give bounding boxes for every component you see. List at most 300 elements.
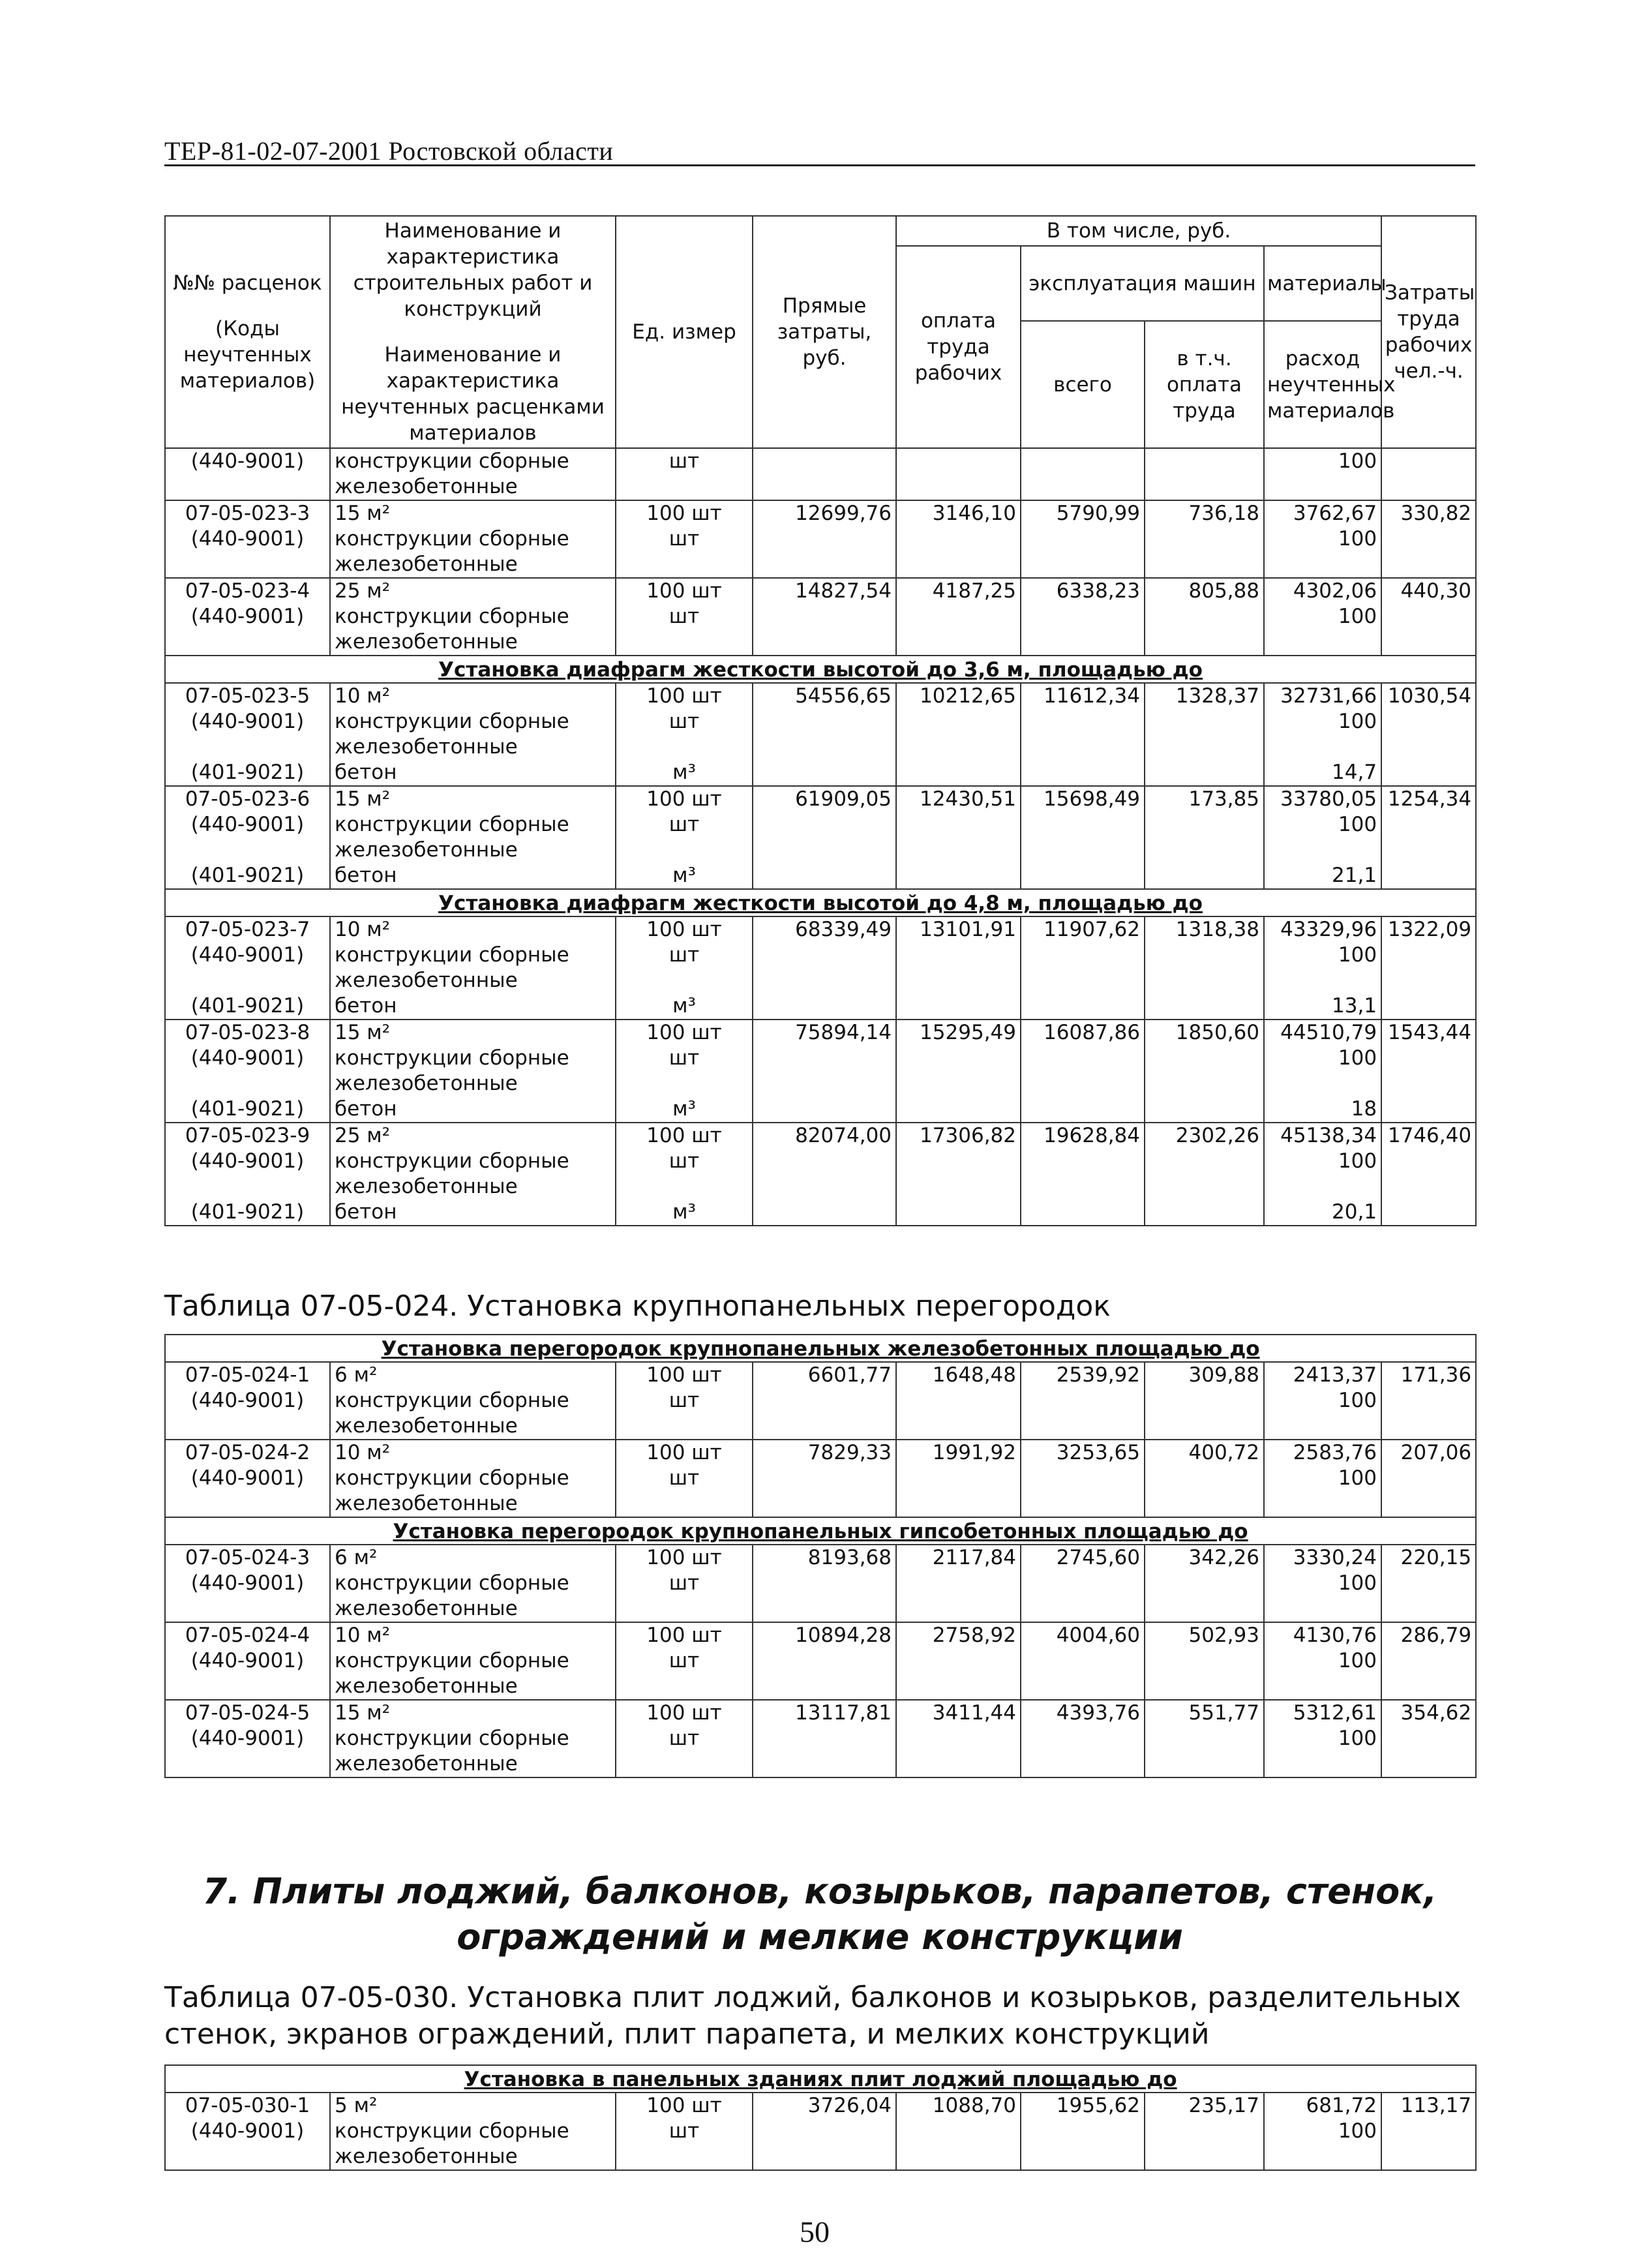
unit: м³ (616, 760, 753, 786)
rate-code: (440-9001) (165, 604, 330, 656)
rate-name: бетон (330, 863, 616, 889)
labor-cost: 113,17 (1381, 2093, 1476, 2119)
labor-cost: 1254,34 (1381, 786, 1476, 812)
machines-labor: 1328,37 (1145, 683, 1264, 709)
rate-code: 07-05-023-3 (165, 500, 330, 526)
machines-total (1021, 812, 1145, 863)
unit: шт (616, 812, 753, 863)
direct-cost (753, 1388, 896, 1440)
machines-labor (1145, 812, 1264, 863)
labor-pay (896, 943, 1021, 993)
header-code-sub: (Коды неучтенных материалов) (179, 317, 316, 393)
machines-total (1021, 2119, 1145, 2170)
labor-cost: 440,30 (1381, 578, 1476, 604)
unit: 100 шт (616, 1545, 753, 1571)
rate-name: 15 м² (330, 786, 616, 812)
unit: шт (616, 2119, 753, 2170)
rate-code: (440-9001) (165, 526, 330, 578)
labor-cost (1381, 1046, 1476, 1096)
labor-cost: 354,62 (1381, 1700, 1476, 1726)
rate-code: (440-9001) (165, 943, 330, 993)
material-row (165, 760, 1476, 786)
material-row (165, 812, 1476, 863)
materials: 45138,34 (1264, 1123, 1381, 1149)
machines-total (1021, 526, 1145, 578)
unit: 100 шт (616, 683, 753, 709)
unit: шт (616, 1046, 753, 1096)
rate-code: (440-9001) (165, 1046, 330, 1096)
labor-pay: 15295,49 (896, 1020, 1021, 1046)
header-name-label: Наименование и характеристика строительных работ и конструкций (353, 219, 593, 321)
unit: 100 шт (616, 1020, 753, 1046)
direct-cost: 68339,49 (753, 916, 896, 943)
unit: шт (616, 448, 753, 500)
machines-total (1021, 1388, 1145, 1440)
unit: шт (616, 1466, 753, 1517)
labor-cost (1381, 604, 1476, 656)
labor-pay (896, 812, 1021, 863)
labor-pay: 10212,65 (896, 683, 1021, 709)
machines-total (1021, 448, 1145, 500)
labor-pay: 3146,10 (896, 500, 1021, 526)
materials: 681,72 (1264, 2093, 1381, 2119)
machines-labor: 551,77 (1145, 1700, 1264, 1726)
machines-labor (1145, 1149, 1264, 1200)
materials: 100 (1264, 2119, 1381, 2170)
subheading: Установка диафрагм жесткости высотой до 3,6 м, площадью до (165, 656, 1476, 683)
direct-cost (753, 448, 896, 500)
unit: 100 шт (616, 578, 753, 604)
machines-labor: 342,26 (1145, 1545, 1264, 1571)
header-materials-sub: расход неучтенных материалов (1264, 321, 1381, 448)
direct-cost (753, 1648, 896, 1700)
machines-labor (1145, 604, 1264, 656)
direct-cost (753, 709, 896, 760)
header-code-label: №№ расценок (173, 271, 322, 295)
rate-name: бетон (330, 993, 616, 1020)
unit: 100 шт (616, 500, 753, 526)
materials: 5312,61 (1264, 1700, 1381, 1726)
machines-labor (1145, 526, 1264, 578)
labor-pay (896, 604, 1021, 656)
header-rule (164, 164, 1475, 166)
materials: 100 (1264, 943, 1381, 993)
labor-cost (1381, 1726, 1476, 1777)
material-row (165, 1149, 1476, 1200)
labor-cost (1381, 1200, 1476, 1226)
machines-labor (1145, 760, 1264, 786)
rate-code: (440-9001) (165, 812, 330, 863)
materials: 14,7 (1264, 760, 1381, 786)
rate-code: (440-9001) (165, 1466, 330, 1517)
machines-labor: 173,85 (1145, 786, 1264, 812)
unit: шт (616, 604, 753, 656)
labor-pay: 12430,51 (896, 786, 1021, 812)
rate-name: конструкции сборные железобетонные (330, 1388, 616, 1440)
rate-name: конструкции сборные железобетонные (330, 2119, 616, 2170)
rate-code: 07-05-023-9 (165, 1123, 330, 1149)
rate-name: 25 м² (330, 578, 616, 604)
material-row (165, 526, 1476, 578)
materials: 44510,79 (1264, 1020, 1381, 1046)
machines-total (1021, 993, 1145, 1020)
materials: 100 (1264, 1388, 1381, 1440)
materials: 33780,05 (1264, 786, 1381, 812)
rate-code: (401-9021) (165, 1200, 330, 1226)
labor-pay (896, 709, 1021, 760)
machines-total (1021, 863, 1145, 889)
rate-code: 07-05-023-7 (165, 916, 330, 943)
rate-row (165, 1622, 1476, 1648)
direct-cost (753, 1046, 896, 1096)
rate-code: 07-05-023-4 (165, 578, 330, 604)
machines-labor (1145, 943, 1264, 993)
rate-row (165, 916, 1476, 943)
table-030-title: Таблица 07-05-030. Установка плит лоджий, балконов и козырьков, разделительных стенок, экранов ограждений, плит парапета, и мелких конструкций (164, 1981, 1461, 2051)
material-row (165, 1648, 1476, 1700)
direct-cost (753, 993, 896, 1020)
header-materials: материалы (1264, 246, 1381, 321)
rate-name: конструкции сборные железобетонные (330, 1571, 616, 1622)
labor-pay (896, 1200, 1021, 1226)
rate-code: (440-9001) (165, 2119, 330, 2170)
rate-row (165, 1123, 1476, 1149)
labor-cost (1381, 1466, 1476, 1517)
header-unit: Ед. измер (616, 216, 753, 448)
machines-labor (1145, 1726, 1264, 1777)
subheading: Установка перегородок крупнопанельных гипсобетонных площадью до (165, 1517, 1476, 1545)
rate-row (165, 2093, 1476, 2119)
rate-name: 15 м² (330, 500, 616, 526)
machines-labor (1145, 863, 1264, 889)
rate-code: 07-05-024-5 (165, 1700, 330, 1726)
material-row (165, 709, 1476, 760)
rate-name: конструкции сборные железобетонные (330, 526, 616, 578)
labor-pay (896, 1648, 1021, 1700)
rate-name: бетон (330, 1096, 616, 1123)
labor-pay (896, 2119, 1021, 2170)
unit: 100 шт (616, 1440, 753, 1466)
labor-pay (896, 1149, 1021, 1200)
rate-row (165, 786, 1476, 812)
unit: 100 шт (616, 786, 753, 812)
labor-pay (896, 1046, 1021, 1096)
rate-name: 15 м² (330, 1700, 616, 1726)
rate-code: 07-05-024-4 (165, 1622, 330, 1648)
material-row (165, 1046, 1476, 1096)
rate-name: бетон (330, 760, 616, 786)
unit: шт (616, 943, 753, 993)
machines-labor: 309,88 (1145, 1362, 1264, 1388)
rate-name: конструкции сборные железобетонные (330, 448, 616, 500)
subheading-row (165, 1335, 1476, 1362)
machines-total (1021, 1726, 1145, 1777)
materials: 18 (1264, 1096, 1381, 1123)
direct-cost: 10894,28 (753, 1622, 896, 1648)
rate-name: конструкции сборные железобетонные (330, 1648, 616, 1700)
machines-total: 4393,76 (1021, 1700, 1145, 1726)
machines-total (1021, 1648, 1145, 1700)
rate-code: (440-9001) (165, 1726, 330, 1777)
labor-pay: 2758,92 (896, 1622, 1021, 1648)
unit: 100 шт (616, 2093, 753, 2119)
labor-cost (1381, 1388, 1476, 1440)
rate-name: конструкции сборные железобетонные (330, 812, 616, 863)
labor-pay (896, 863, 1021, 889)
machines-total (1021, 1466, 1145, 1517)
rate-code: (401-9021) (165, 863, 330, 889)
subheading-row (165, 656, 1476, 683)
rate-code: 07-05-024-3 (165, 1545, 330, 1571)
labor-cost: 1030,54 (1381, 683, 1476, 709)
rate-code: (440-9001) (165, 1571, 330, 1622)
labor-cost (1381, 993, 1476, 1020)
labor-cost (1381, 943, 1476, 993)
machines-total: 15698,49 (1021, 786, 1145, 812)
labor-cost: 286,79 (1381, 1622, 1476, 1648)
machines-total (1021, 604, 1145, 656)
machines-total: 19628,84 (1021, 1123, 1145, 1149)
labor-cost: 220,15 (1381, 1545, 1476, 1571)
machines-total: 3253,65 (1021, 1440, 1145, 1466)
rate-name: 6 м² (330, 1362, 616, 1388)
rate-code: (440-9001) (165, 1388, 330, 1440)
machines-labor (1145, 1571, 1264, 1622)
direct-cost (753, 1200, 896, 1226)
labor-pay (896, 993, 1021, 1020)
rate-code: (440-9001) (165, 709, 330, 760)
machines-total: 2745,60 (1021, 1545, 1145, 1571)
subheading-row (165, 1517, 1476, 1545)
labor-pay (896, 526, 1021, 578)
material-row (165, 1726, 1476, 1777)
labor-pay (896, 1388, 1021, 1440)
materials: 100 (1264, 526, 1381, 578)
rate-name: конструкции сборные железобетонные (330, 1046, 616, 1096)
direct-cost: 3726,04 (753, 2093, 896, 2119)
materials: 21,1 (1264, 863, 1381, 889)
direct-cost (753, 604, 896, 656)
subheading-row (165, 2065, 1476, 2093)
labor-cost (1381, 1648, 1476, 1700)
direct-cost: 12699,76 (753, 500, 896, 526)
unit: 100 шт (616, 1362, 753, 1388)
direct-cost: 75894,14 (753, 1020, 896, 1046)
materials: 2583,76 (1264, 1440, 1381, 1466)
machines-labor: 805,88 (1145, 578, 1264, 604)
machines-labor (1145, 1200, 1264, 1226)
rate-name: конструкции сборные железобетонные (330, 943, 616, 993)
rate-code: (440-9001) (165, 1149, 330, 1200)
rate-code: (401-9021) (165, 993, 330, 1020)
rate-code: 07-05-023-8 (165, 1020, 330, 1046)
machines-labor: 502,93 (1145, 1622, 1264, 1648)
rates-table-023 (164, 215, 1477, 1226)
machines-labor (1145, 993, 1264, 1020)
rate-name: 10 м² (330, 1440, 616, 1466)
machines-total (1021, 1200, 1145, 1226)
unit: шт (616, 526, 753, 578)
rate-name: 10 м² (330, 683, 616, 709)
machines-labor: 736,18 (1145, 500, 1264, 526)
machines-total: 16087,86 (1021, 1020, 1145, 1046)
rate-row (165, 1362, 1476, 1388)
materials: 2413,37 (1264, 1362, 1381, 1388)
machines-labor (1145, 1648, 1264, 1700)
labor-cost (1381, 2119, 1476, 2170)
materials: 100 (1264, 1149, 1381, 1200)
labor-pay: 13101,91 (896, 916, 1021, 943)
rate-row (165, 1545, 1476, 1571)
header-labor-pay: оплата труда рабочих (896, 246, 1021, 448)
material-row (165, 1200, 1476, 1226)
labor-cost (1381, 863, 1476, 889)
rate-code: (440-9001) (165, 1648, 330, 1700)
direct-cost (753, 1726, 896, 1777)
labor-cost: 330,82 (1381, 500, 1476, 526)
rates-table-024 (164, 1334, 1477, 1778)
material-row (165, 1096, 1476, 1123)
page-number: 50 (800, 2215, 830, 2248)
material-row (165, 1388, 1476, 1440)
rate-code: 07-05-023-6 (165, 786, 330, 812)
document-header: ТЕР-81-02-07-2001 Ростовской области (164, 136, 614, 166)
rate-row (165, 500, 1476, 526)
material-row (165, 943, 1476, 993)
labor-cost (1381, 709, 1476, 760)
rate-name: конструкции сборные железобетонные (330, 1149, 616, 1200)
material-row (165, 1466, 1476, 1517)
unit: 100 шт (616, 1700, 753, 1726)
rate-code: 07-05-023-5 (165, 683, 330, 709)
machines-total: 11907,62 (1021, 916, 1145, 943)
rate-name: бетон (330, 1200, 616, 1226)
labor-cost (1381, 526, 1476, 578)
materials: 100 (1264, 448, 1381, 500)
machines-labor: 2302,26 (1145, 1123, 1264, 1149)
materials: 32731,66 (1264, 683, 1381, 709)
materials: 4302,06 (1264, 578, 1381, 604)
labor-pay (896, 448, 1021, 500)
header-labor: Затраты труда рабочих чел.-ч. (1381, 216, 1476, 448)
unit: м³ (616, 863, 753, 889)
rate-row (165, 578, 1476, 604)
header-machines-labor: в т.ч. оплата труда (1145, 321, 1264, 448)
header-including: В том числе, руб. (896, 216, 1381, 246)
direct-cost (753, 1466, 896, 1517)
material-row (165, 1571, 1476, 1622)
rate-name: 15 м² (330, 1020, 616, 1046)
materials: 13,1 (1264, 993, 1381, 1020)
machines-total (1021, 943, 1145, 993)
section-7-title: 7. Плиты лоджий, балконов, козырьков, парапетов, стенок, ограждений и мелкие конструкции (202, 1871, 1437, 1958)
machines-total (1021, 1096, 1145, 1123)
material-row (165, 604, 1476, 656)
header-machines-total: всего (1021, 321, 1145, 448)
machines-labor (1145, 1466, 1264, 1517)
rate-name: 10 м² (330, 1622, 616, 1648)
rate-row (165, 1020, 1476, 1046)
labor-pay: 3411,44 (896, 1700, 1021, 1726)
materials: 100 (1264, 1648, 1381, 1700)
rate-name: 5 м² (330, 2093, 616, 2119)
subheading: Установка диафрагм жесткости высотой до 4,8 м, площадью до (165, 889, 1476, 916)
labor-pay: 1088,70 (896, 2093, 1021, 2119)
header-machines: эксплуатация машин (1021, 246, 1264, 321)
rate-row (165, 683, 1476, 709)
labor-pay: 2117,84 (896, 1545, 1021, 1571)
rate-code: (401-9021) (165, 760, 330, 786)
labor-cost: 1543,44 (1381, 1020, 1476, 1046)
rate-code: 07-05-030-1 (165, 2093, 330, 2119)
labor-cost: 171,36 (1381, 1362, 1476, 1388)
material-row (165, 2119, 1476, 2170)
materials: 100 (1264, 604, 1381, 656)
rate-name: 25 м² (330, 1123, 616, 1149)
labor-pay: 4187,25 (896, 578, 1021, 604)
machines-labor (1145, 2119, 1264, 2170)
header-name-sub: Наименование и характеристика неучтенных расценками материалов (341, 343, 605, 445)
machines-labor (1145, 1046, 1264, 1096)
labor-pay (896, 1096, 1021, 1123)
direct-cost: 54556,65 (753, 683, 896, 709)
unit: 100 шт (616, 1123, 753, 1149)
header-direct: Прямые затраты, руб. (753, 216, 896, 448)
rate-code: (440-9001) (165, 448, 330, 500)
labor-cost: 1322,09 (1381, 916, 1476, 943)
rate-name: 6 м² (330, 1545, 616, 1571)
rate-code: 07-05-024-2 (165, 1440, 330, 1466)
header-code (165, 216, 330, 448)
direct-cost (753, 1149, 896, 1200)
machines-labor: 1318,38 (1145, 916, 1264, 943)
labor-cost (1381, 448, 1476, 500)
rate-code: 07-05-024-1 (165, 1362, 330, 1388)
direct-cost (753, 1571, 896, 1622)
labor-cost (1381, 760, 1476, 786)
machines-total: 11612,34 (1021, 683, 1145, 709)
rate-name: 10 м² (330, 916, 616, 943)
labor-pay (896, 760, 1021, 786)
labor-pay: 17306,82 (896, 1123, 1021, 1149)
materials: 100 (1264, 812, 1381, 863)
unit: шт (616, 1149, 753, 1200)
machines-labor (1145, 448, 1264, 500)
machines-labor: 1850,60 (1145, 1020, 1264, 1046)
rates-table-030 (164, 2064, 1477, 2171)
material-row (165, 863, 1476, 889)
rate-row (165, 1700, 1476, 1726)
rate-name: конструкции сборные железобетонные (330, 1726, 616, 1777)
labor-cost (1381, 1571, 1476, 1622)
labor-cost (1381, 1149, 1476, 1200)
machines-labor (1145, 709, 1264, 760)
materials: 43329,96 (1264, 916, 1381, 943)
machines-labor: 400,72 (1145, 1440, 1264, 1466)
direct-cost (753, 863, 896, 889)
rate-name: конструкции сборные железобетонные (330, 604, 616, 656)
materials: 100 (1264, 709, 1381, 760)
unit: 100 шт (616, 1622, 753, 1648)
direct-cost (753, 760, 896, 786)
labor-pay: 1991,92 (896, 1440, 1021, 1466)
labor-cost (1381, 1096, 1476, 1123)
unit: шт (616, 709, 753, 760)
direct-cost: 6601,77 (753, 1362, 896, 1388)
machines-total: 4004,60 (1021, 1622, 1145, 1648)
labor-pay (896, 1466, 1021, 1517)
direct-cost (753, 2119, 896, 2170)
